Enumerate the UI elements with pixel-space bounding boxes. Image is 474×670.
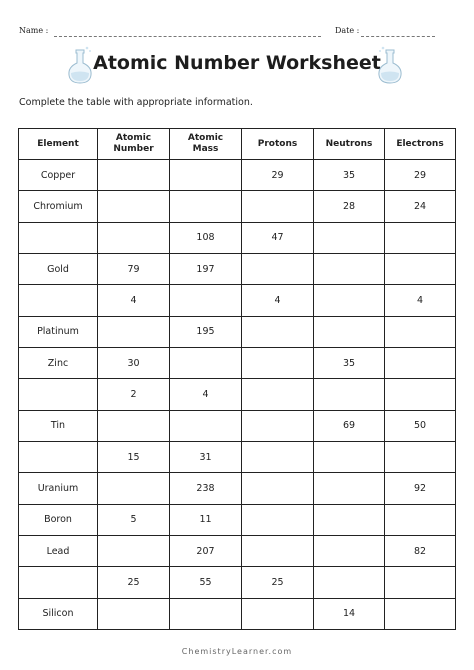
cell-element: Chromium [19, 191, 98, 222]
cell-atomic-mass[interactable] [170, 410, 242, 441]
cell-protons[interactable] [242, 598, 314, 629]
name-label: Name : [19, 26, 49, 35]
cell-neutrons[interactable] [314, 316, 385, 347]
cell-electrons[interactable] [385, 379, 456, 410]
flask-icon [376, 46, 404, 84]
table-row [19, 160, 456, 191]
cell-atomic-number: 15 [98, 441, 170, 472]
cell-neutrons[interactable] [314, 535, 385, 566]
cell-atomic-mass: 108 [170, 222, 242, 253]
cell-neutrons: 14 [314, 598, 385, 629]
cell-atomic-number: 5 [98, 504, 170, 535]
cell-element: Silicon [19, 598, 98, 629]
cell-neutrons: 35 [314, 347, 385, 378]
table-row [19, 504, 456, 535]
cell-element: Copper [19, 160, 98, 191]
cell-atomic-number: 25 [98, 567, 170, 598]
element-table [18, 128, 456, 630]
cell-neutrons[interactable] [314, 473, 385, 504]
cell-neutrons[interactable] [314, 441, 385, 472]
cell-electrons[interactable] [385, 222, 456, 253]
table-row [19, 347, 456, 378]
cell-atomic-number: 30 [98, 347, 170, 378]
cell-protons[interactable] [242, 253, 314, 284]
table-row [19, 567, 456, 598]
cell-atomic-mass[interactable] [170, 160, 242, 191]
date-label: Date : [335, 26, 360, 35]
cell-element[interactable] [19, 567, 98, 598]
cell-neutrons[interactable] [314, 379, 385, 410]
table-row [19, 285, 456, 316]
table-row [19, 473, 456, 504]
cell-atomic-number[interactable] [98, 160, 170, 191]
cell-atomic-number[interactable] [98, 535, 170, 566]
cell-element: Tin [19, 410, 98, 441]
cell-protons: 25 [242, 567, 314, 598]
cell-atomic-number[interactable] [98, 598, 170, 629]
cell-atomic-mass: 4 [170, 379, 242, 410]
table-row [19, 535, 456, 566]
table-row [19, 191, 456, 222]
cell-neutrons[interactable] [314, 253, 385, 284]
table-row [19, 253, 456, 284]
cell-atomic-mass: 195 [170, 316, 242, 347]
cell-atomic-mass: 31 [170, 441, 242, 472]
cell-element[interactable] [19, 379, 98, 410]
cell-element: Gold [19, 253, 98, 284]
cell-protons[interactable] [242, 473, 314, 504]
cell-element: Uranium [19, 473, 98, 504]
cell-protons[interactable] [242, 410, 314, 441]
table-row [19, 379, 456, 410]
table-row [19, 598, 456, 629]
cell-neutrons[interactable] [314, 504, 385, 535]
cell-protons[interactable] [242, 535, 314, 566]
cell-atomic-mass[interactable] [170, 285, 242, 316]
cell-atomic-number[interactable] [98, 316, 170, 347]
header-atomic-mass: Atomic Mass [170, 129, 242, 160]
cell-element[interactable] [19, 441, 98, 472]
cell-atomic-number: 2 [98, 379, 170, 410]
cell-protons[interactable] [242, 441, 314, 472]
name-blank-line[interactable] [54, 36, 321, 37]
header-element: Element [19, 129, 98, 160]
cell-atomic-number[interactable] [98, 410, 170, 441]
table-row [19, 410, 456, 441]
header-electrons: Electrons [385, 129, 456, 160]
cell-electrons: 92 [385, 473, 456, 504]
cell-protons[interactable] [242, 379, 314, 410]
cell-atomic-mass[interactable] [170, 347, 242, 378]
cell-protons: 47 [242, 222, 314, 253]
cell-electrons: 29 [385, 160, 456, 191]
cell-electrons: 82 [385, 535, 456, 566]
cell-electrons: 24 [385, 191, 456, 222]
cell-neutrons: 28 [314, 191, 385, 222]
cell-atomic-number[interactable] [98, 222, 170, 253]
cell-element[interactable] [19, 285, 98, 316]
header-protons: Protons [242, 129, 314, 160]
cell-electrons: 50 [385, 410, 456, 441]
cell-electrons[interactable] [385, 347, 456, 378]
cell-atomic-mass: 11 [170, 504, 242, 535]
cell-atomic-mass: 238 [170, 473, 242, 504]
cell-element: Boron [19, 504, 98, 535]
cell-protons[interactable] [242, 191, 314, 222]
cell-element: Lead [19, 535, 98, 566]
cell-protons[interactable] [242, 316, 314, 347]
cell-neutrons: 35 [314, 160, 385, 191]
instructions: Complete the table with appropriate information. [19, 97, 253, 108]
cell-protons: 29 [242, 160, 314, 191]
cell-atomic-mass: 55 [170, 567, 242, 598]
header-atomic-number: Atomic Number [98, 129, 170, 160]
cell-electrons[interactable] [385, 567, 456, 598]
cell-element: Platinum [19, 316, 98, 347]
cell-atomic-mass[interactable] [170, 598, 242, 629]
cell-atomic-number[interactable] [98, 191, 170, 222]
cell-element: Zinc [19, 347, 98, 378]
cell-protons[interactable] [242, 347, 314, 378]
cell-electrons[interactable] [385, 316, 456, 347]
cell-electrons[interactable] [385, 504, 456, 535]
cell-atomic-number: 79 [98, 253, 170, 284]
date-blank-line[interactable] [361, 36, 435, 37]
header-neutrons: Neutrons [314, 129, 385, 160]
cell-electrons[interactable] [385, 441, 456, 472]
cell-atomic-number[interactable] [98, 473, 170, 504]
table-row [19, 316, 456, 347]
cell-atomic-mass[interactable] [170, 191, 242, 222]
cell-atomic-number: 4 [98, 285, 170, 316]
cell-neutrons[interactable] [314, 222, 385, 253]
cell-neutrons[interactable] [314, 567, 385, 598]
cell-electrons[interactable] [385, 253, 456, 284]
table-row [19, 222, 456, 253]
cell-electrons[interactable] [385, 598, 456, 629]
cell-neutrons: 69 [314, 410, 385, 441]
cell-electrons: 4 [385, 285, 456, 316]
cell-element[interactable] [19, 222, 98, 253]
cell-atomic-mass: 207 [170, 535, 242, 566]
worksheet-title: Atomic Number Worksheet [93, 52, 381, 74]
cell-neutrons[interactable] [314, 285, 385, 316]
footer-source: ChemistryLearner.com [181, 647, 293, 656]
cell-protons: 4 [242, 285, 314, 316]
cell-atomic-mass: 197 [170, 253, 242, 284]
cell-protons[interactable] [242, 504, 314, 535]
table-header-row [19, 129, 456, 160]
table-row [19, 441, 456, 472]
